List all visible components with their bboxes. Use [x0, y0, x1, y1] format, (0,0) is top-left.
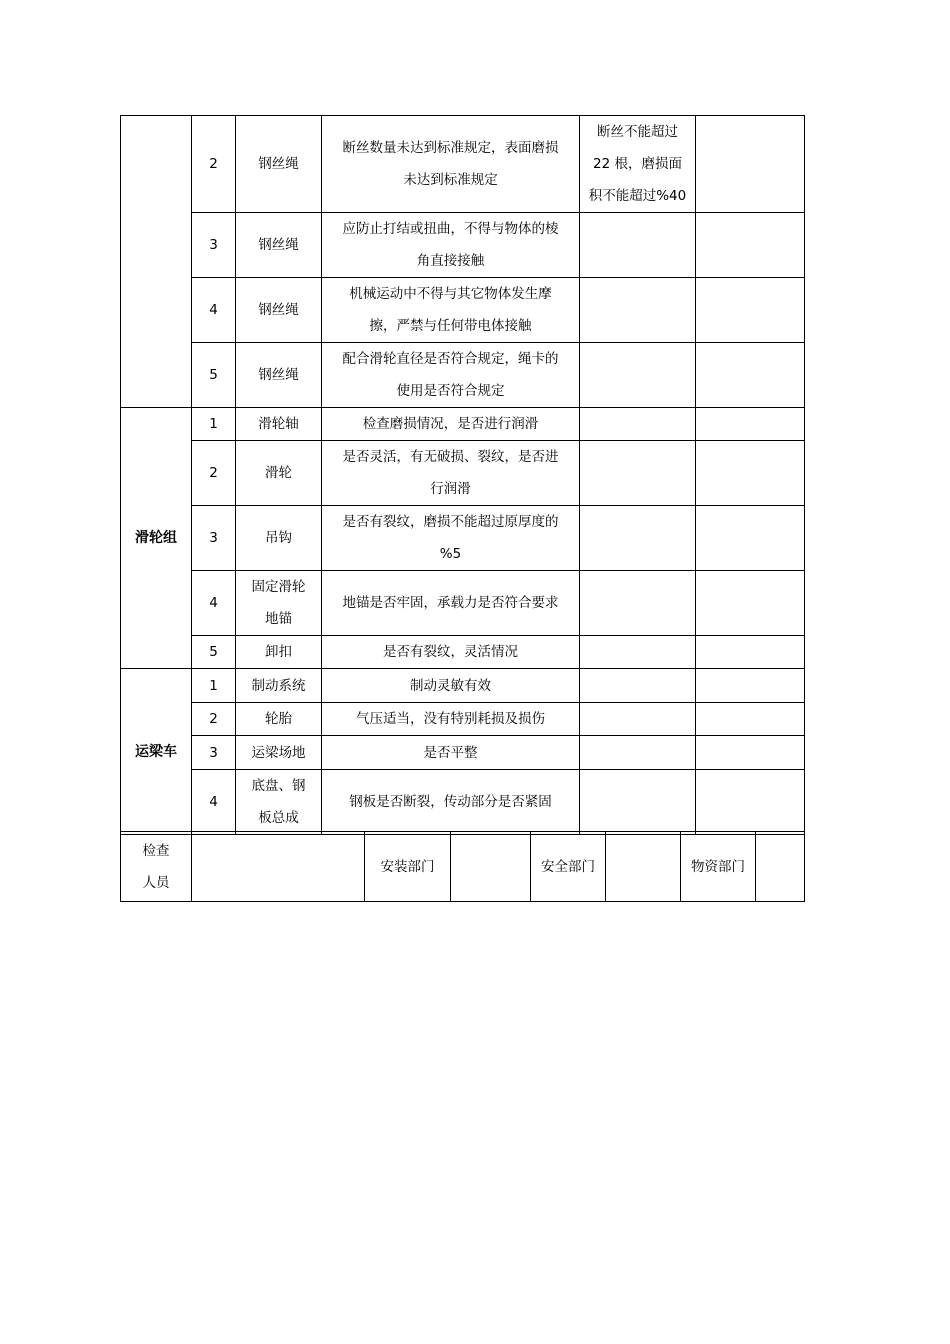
- check-content: 应防止打结或扭曲，不得与物体的棱 角直接接触: [322, 213, 580, 278]
- result-cell[interactable]: [696, 636, 805, 669]
- result-cell[interactable]: [696, 703, 805, 736]
- dept-install-label: 安装部门: [365, 832, 451, 902]
- standard-cell: 断丝不能超过 22 根，磨损面 积不能超过%40: [580, 116, 696, 213]
- result-cell[interactable]: [696, 441, 805, 506]
- check-content: 检查磨损情况，是否进行润滑: [322, 408, 580, 441]
- signature-row: [120, 831, 805, 902]
- standard-cell: [580, 636, 696, 669]
- table-row: [121, 770, 805, 835]
- item-name: 固定滑轮 地锚: [236, 571, 322, 636]
- check-content: 断丝数量未达到标准规定，表面磨损 未达到标准规定: [322, 116, 580, 213]
- result-cell[interactable]: [696, 770, 805, 835]
- row-number: 4: [192, 571, 236, 636]
- row-number: 1: [192, 669, 236, 703]
- check-content: 地锚是否牢固，承载力是否符合要求: [322, 571, 580, 636]
- standard-cell: [580, 343, 696, 408]
- result-cell[interactable]: [696, 571, 805, 636]
- table-row: [121, 636, 805, 669]
- inspection-table: [120, 115, 805, 835]
- dept-safety-label: 安全部门: [531, 832, 606, 902]
- result-cell[interactable]: [696, 343, 805, 408]
- standard-cell: [580, 736, 696, 770]
- item-name: 钢丝绳: [236, 213, 322, 278]
- check-content: 钢板是否断裂，传动部分是否紧固: [322, 770, 580, 835]
- check-content: 是否有裂纹，磨损不能超过原厚度的 %5: [322, 506, 580, 571]
- item-name: 底盘、钢 板总成: [236, 770, 322, 835]
- category-cell: 滑轮组: [121, 408, 192, 669]
- result-cell[interactable]: [696, 408, 805, 441]
- result-cell[interactable]: [696, 506, 805, 571]
- item-name: 钢丝绳: [236, 116, 322, 213]
- table-row: [121, 116, 805, 213]
- table-row: [121, 571, 805, 636]
- dept-materials-signature-field[interactable]: [756, 832, 805, 902]
- item-name: 钢丝绳: [236, 278, 322, 343]
- table-row: [121, 408, 805, 441]
- standard-cell: [580, 408, 696, 441]
- dept-materials-label: 物资部门: [681, 832, 756, 902]
- row-number: 2: [192, 441, 236, 506]
- item-name: 卸扣: [236, 636, 322, 669]
- row-number: 5: [192, 636, 236, 669]
- row-number: 4: [192, 770, 236, 835]
- row-number: 3: [192, 506, 236, 571]
- table-row: [121, 213, 805, 278]
- item-name: 制动系统: [236, 669, 322, 703]
- table-row: [121, 441, 805, 506]
- result-cell[interactable]: [696, 736, 805, 770]
- result-cell[interactable]: [696, 669, 805, 703]
- category-cell: 运梁车: [121, 669, 192, 835]
- standard-cell: [580, 213, 696, 278]
- standard-cell: [580, 703, 696, 736]
- check-content: 气压适当，没有特别耗损及损伤: [322, 703, 580, 736]
- result-cell[interactable]: [696, 278, 805, 343]
- table-row: [121, 506, 805, 571]
- item-name: 运梁场地: [236, 736, 322, 770]
- item-name: 滑轮: [236, 441, 322, 506]
- row-number: 4: [192, 278, 236, 343]
- result-cell[interactable]: [696, 213, 805, 278]
- dept-install-signature-field[interactable]: [451, 832, 531, 902]
- inspector-label: 检查 人员: [121, 832, 192, 902]
- standard-cell: [580, 571, 696, 636]
- item-name: 钢丝绳: [236, 343, 322, 408]
- row-number: 2: [192, 703, 236, 736]
- table-row: [121, 278, 805, 343]
- check-content: 是否有裂纹，灵活情况: [322, 636, 580, 669]
- category-cell: [121, 116, 192, 408]
- table-row: [121, 832, 805, 902]
- result-cell[interactable]: [696, 116, 805, 213]
- item-name: 轮胎: [236, 703, 322, 736]
- check-content: 是否平整: [322, 736, 580, 770]
- row-number: 5: [192, 343, 236, 408]
- inspector-signature-field[interactable]: [192, 832, 365, 902]
- table-row: [121, 669, 805, 703]
- table-row: [121, 343, 805, 408]
- check-content: 是否灵活，有无破损、裂纹，是否进 行润滑: [322, 441, 580, 506]
- table-row: [121, 703, 805, 736]
- row-number: 3: [192, 213, 236, 278]
- item-name: 滑轮轴: [236, 408, 322, 441]
- standard-cell: [580, 669, 696, 703]
- standard-cell: [580, 441, 696, 506]
- standard-cell: [580, 506, 696, 571]
- check-content: 配合滑轮直径是否符合规定，绳卡的 使用是否符合规定: [322, 343, 580, 408]
- item-name: 吊钩: [236, 506, 322, 571]
- dept-safety-signature-field[interactable]: [606, 832, 681, 902]
- row-number: 1: [192, 408, 236, 441]
- standard-cell: [580, 770, 696, 835]
- standard-cell: [580, 278, 696, 343]
- table-row: [121, 736, 805, 770]
- row-number: 3: [192, 736, 236, 770]
- check-content: 机械运动中不得与其它物体发生摩 擦，严禁与任何带电体接触: [322, 278, 580, 343]
- row-number: 2: [192, 116, 236, 213]
- check-content: 制动灵敏有效: [322, 669, 580, 703]
